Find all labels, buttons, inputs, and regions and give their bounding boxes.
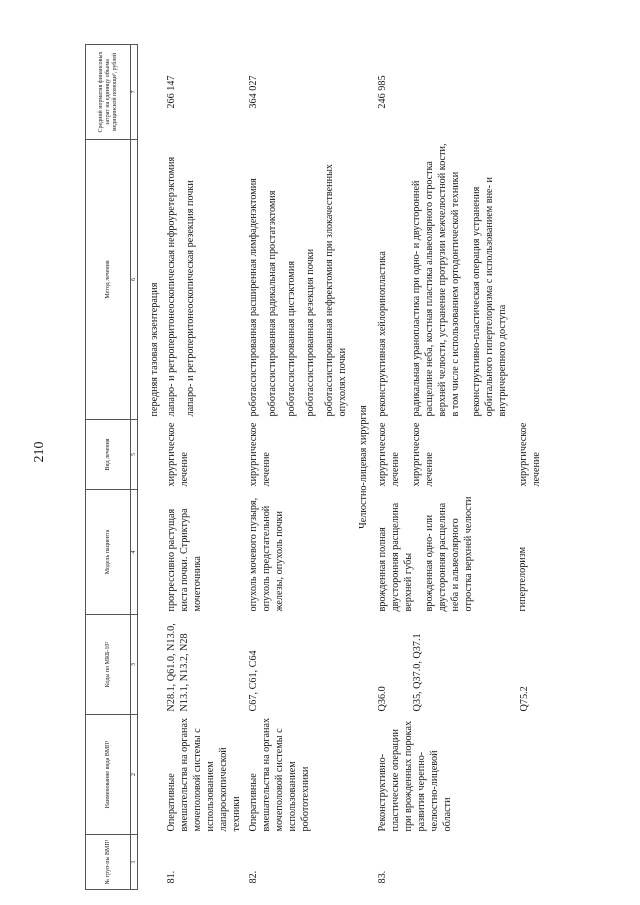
rotated-page bbox=[85, 20, 635, 890]
section-row bbox=[351, 45, 374, 890]
header-name: Наименование вида ВМП¹ bbox=[86, 715, 131, 835]
header-method: Метод лечения bbox=[86, 140, 131, 420]
treatment-type: хирургическое лечение bbox=[518, 422, 542, 487]
column-number: 5 bbox=[131, 420, 138, 490]
header-cost: Средний норматив финансовых затрат на единицу объема медицинской помощи³, рублей bbox=[86, 45, 131, 140]
treatment-type-cell bbox=[374, 420, 545, 490]
header-group: № груп-пы ВМП¹ bbox=[86, 835, 131, 890]
column-number-row bbox=[131, 45, 138, 890]
patient-model: опухоль мочевого пузыря, опухоль предстательной железы, опухоль почки bbox=[248, 497, 285, 612]
treatment-type: хирургическое лечение bbox=[248, 422, 272, 487]
section-title: Челюстно-лицевая хирургия bbox=[358, 405, 369, 529]
column-number: 6 bbox=[131, 140, 138, 420]
patient-model: прогрессивно растущая киста почки. Стриктура мочеточника bbox=[166, 508, 203, 612]
method-cell: передняя тазовая экзентерация bbox=[149, 282, 160, 417]
column-number: 7 bbox=[131, 45, 138, 140]
spacer-row bbox=[138, 45, 147, 890]
page-number: 210 bbox=[32, 441, 47, 463]
table-row-82 bbox=[245, 45, 351, 890]
method-item: реконструктивная хейлоринопластика bbox=[377, 251, 388, 417]
group-number: 81. bbox=[166, 870, 177, 884]
method-item: роботассистированная расширенная лимфаденэктомия bbox=[248, 178, 259, 417]
patient-model: врожденная одно- или двусторонняя расщелина неба и альвеолярного отростка верхней челюсти bbox=[424, 496, 474, 612]
method-item: реконструктивно-пластическая операция устранения орбитального гипертелоризма с использованием вне- и внутричерепного доступа bbox=[471, 177, 508, 417]
method-item: роботассистированная резекция почки bbox=[305, 248, 316, 417]
method-item: лапаро- и ретроперитонеоскопическая резекция почки bbox=[185, 180, 196, 417]
icd-codes: C67, C61, C64 bbox=[248, 650, 259, 712]
column-number: 3 bbox=[131, 615, 138, 715]
column-number: 2 bbox=[131, 715, 138, 835]
table-row-83 bbox=[374, 45, 545, 890]
patient-model-cell bbox=[374, 490, 545, 615]
method-cell bbox=[163, 140, 245, 420]
treatment-type: хирургическое лечение bbox=[166, 422, 190, 487]
method-cell bbox=[245, 140, 351, 420]
icd-codes-cell bbox=[374, 615, 545, 715]
column-number: 4 bbox=[131, 490, 138, 615]
cost-value: 266 147 bbox=[166, 75, 177, 109]
method-cell bbox=[374, 140, 545, 420]
continuation-row bbox=[146, 45, 163, 890]
method-item: лапаро- и ретроперитонеоскопическая нефроуретерэктомия bbox=[166, 156, 177, 417]
cost-value: 246 985 bbox=[377, 75, 388, 109]
vmp-name: Оперативные вмешательства на органах мочеполовой системы с использованием робототехники bbox=[248, 717, 311, 832]
header-patient: Модель пациента bbox=[86, 490, 131, 615]
method-item: радикальная уранопластика при одно- и двусторонней расщелине неба, костная пластика альвеолярного отростка верхней челюсти, устранение протрузии межчелюстной кости, в том числе с использованием ортодонтической техники bbox=[411, 143, 461, 417]
method-item: роботассистированная цистэктомия bbox=[286, 260, 297, 417]
vmp-table bbox=[85, 44, 545, 890]
patient-model: врожденная полная двусторонняя расщелина верхней губы bbox=[377, 502, 414, 612]
method-item: роботассистированная радикальная простатэктомия bbox=[267, 190, 278, 417]
icd-codes: Q35, Q37.0, Q37.1 bbox=[412, 633, 423, 712]
vmp-name: Оперативные вмешательства на органах мочеполовой системы с использованием лапароскопической техники bbox=[166, 717, 242, 832]
icd-codes: N28.1, Q61.0, N13.0, N13.1, N13.2, N28 bbox=[166, 623, 190, 712]
treatment-type: хирургическое лечение bbox=[377, 422, 401, 487]
group-number: 82. bbox=[248, 870, 259, 884]
header-treatment: Вид лечения bbox=[86, 420, 131, 490]
cost-value: 364 027 bbox=[248, 75, 259, 109]
group-number: 83. bbox=[377, 870, 388, 884]
column-number: 1 bbox=[131, 835, 138, 890]
icd-codes: Q75.2 bbox=[519, 686, 530, 712]
icd-codes: Q36.0 bbox=[377, 686, 388, 712]
vmp-name: Реконструктивно-пластические операции при врожденных пороках развития черепно-челюстно-лицевой области bbox=[377, 720, 453, 832]
header-codes: Коды по МКБ-10² bbox=[86, 615, 131, 715]
method-item: роботассистированная нефректомия при злокачественных опухолях почки bbox=[324, 163, 348, 417]
patient-model: гипертелоризм bbox=[517, 546, 528, 612]
table-row-81 bbox=[163, 45, 245, 890]
treatment-type: хирургическое лечение bbox=[411, 422, 435, 487]
header-row bbox=[86, 45, 131, 890]
